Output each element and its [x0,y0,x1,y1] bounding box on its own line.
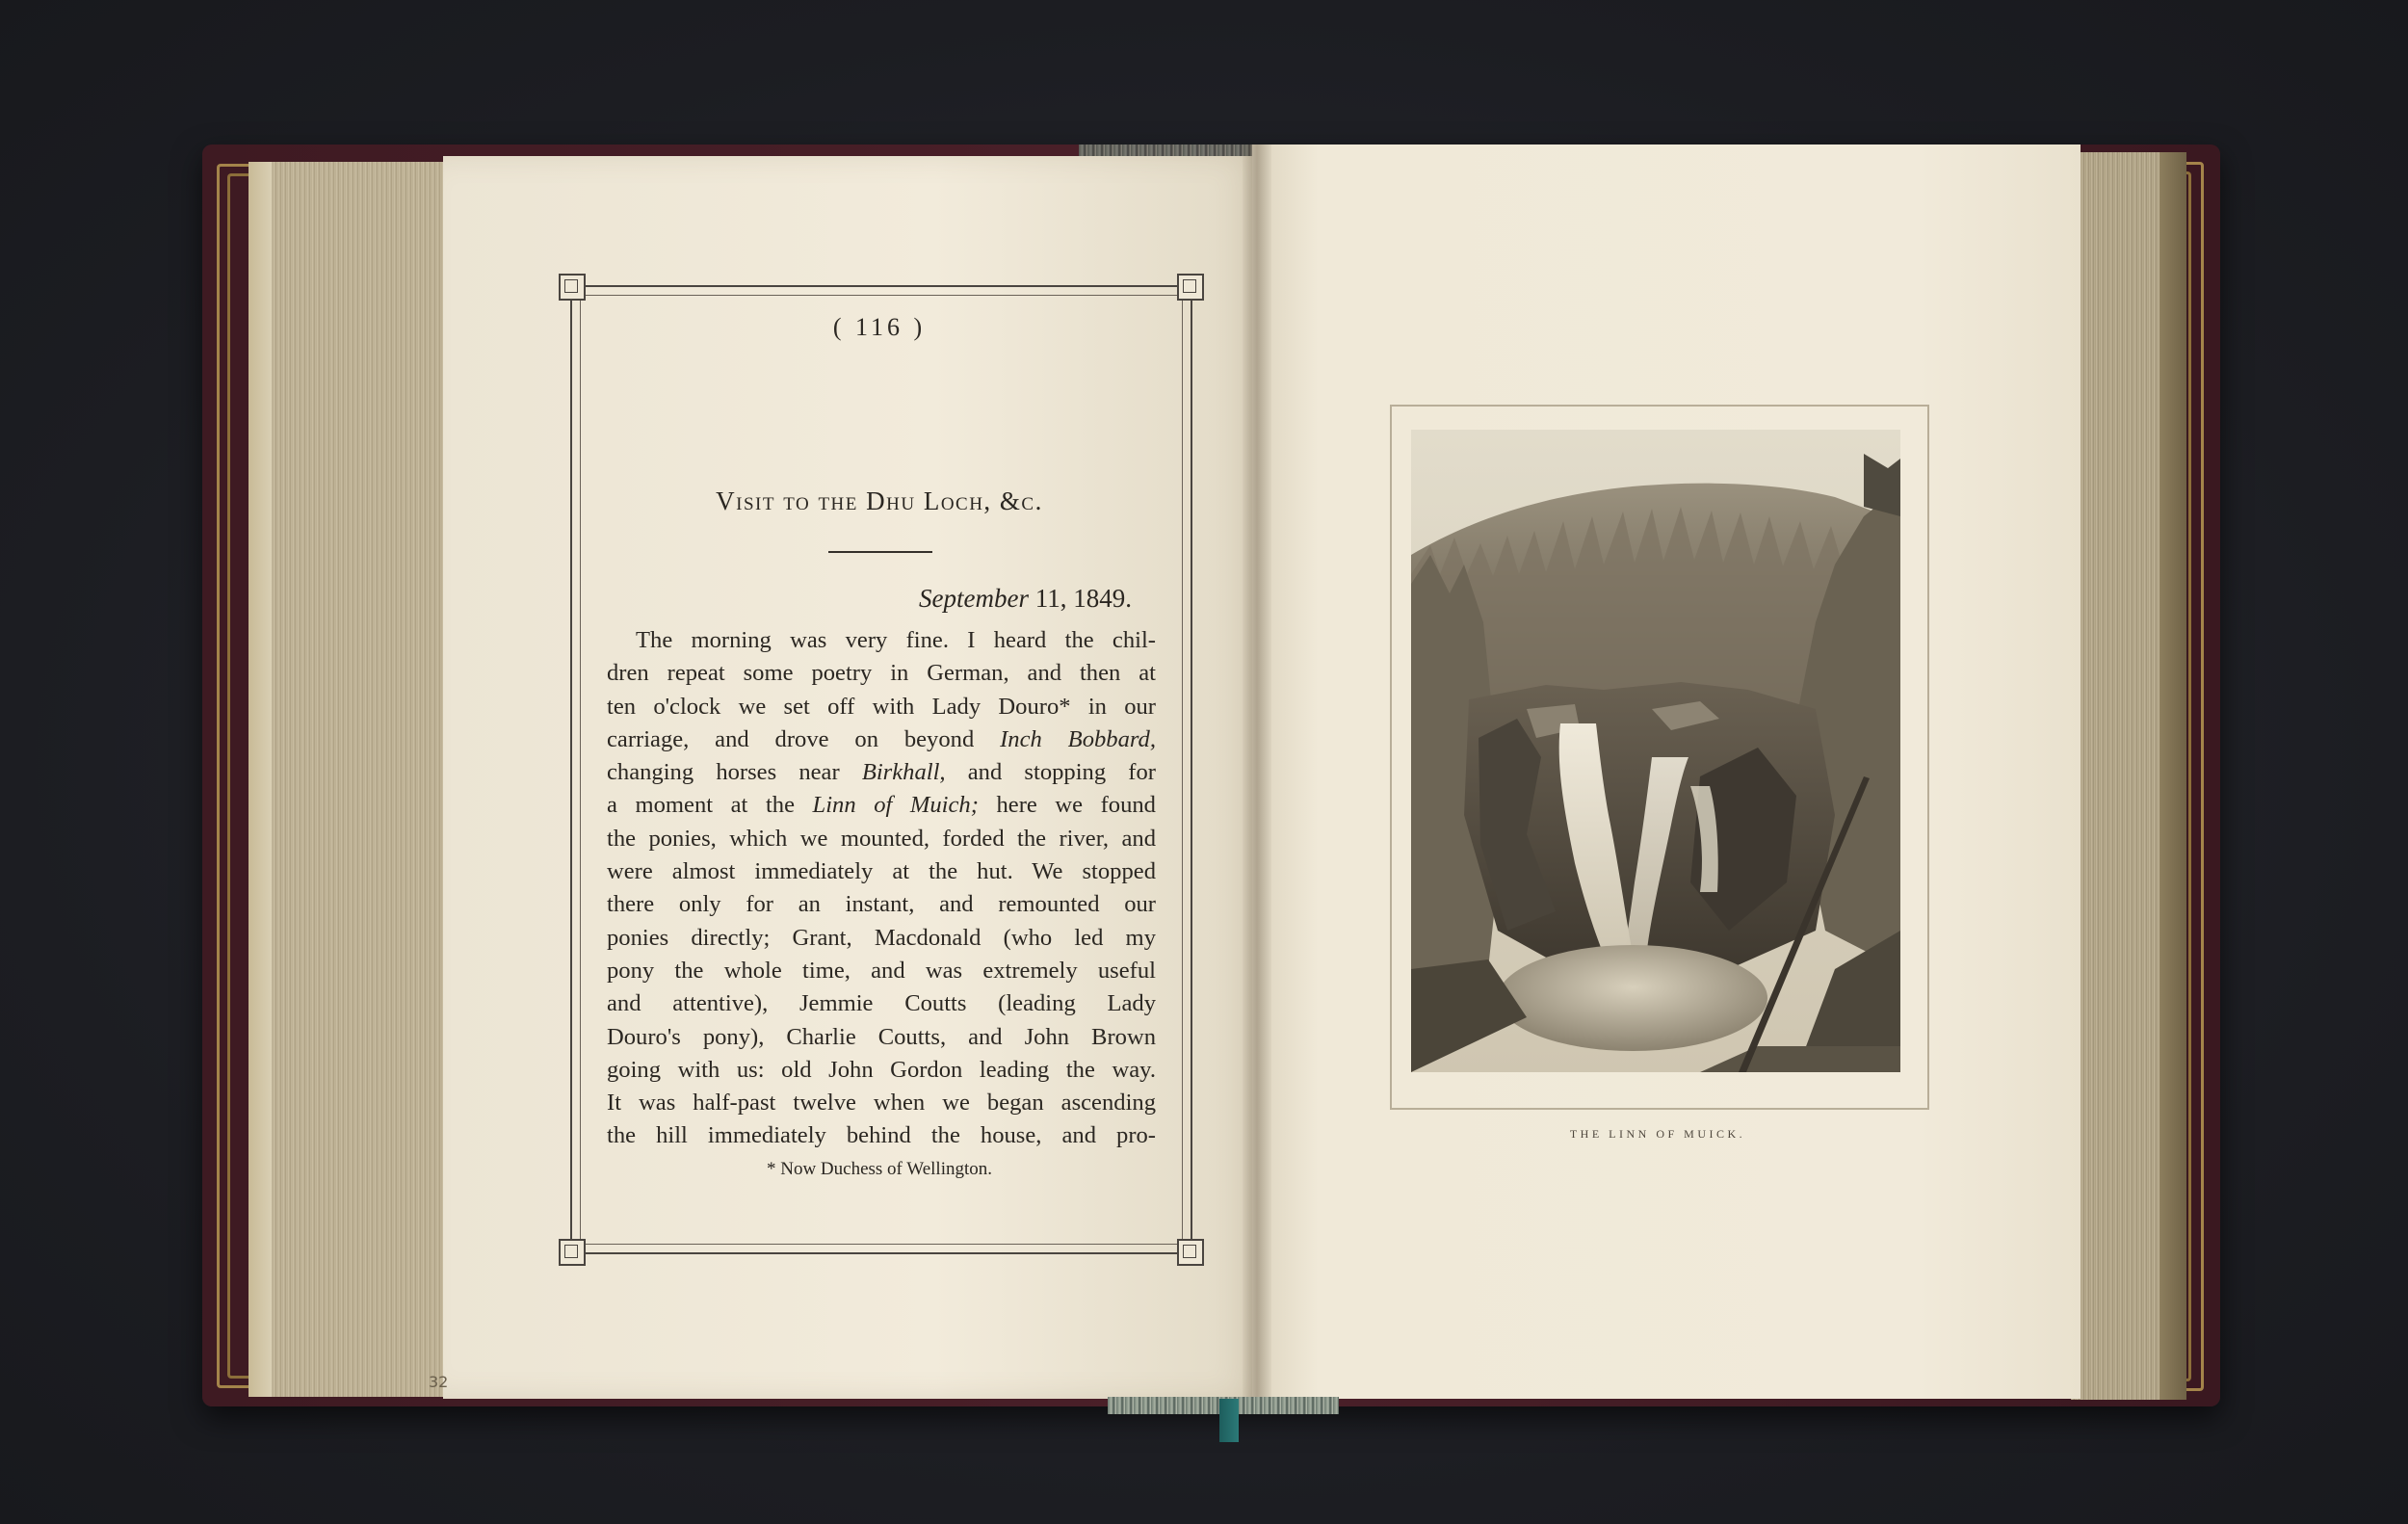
text-line: pony the whole time, and was extremely useful [607,957,1156,984]
text-line [607,789,1156,822]
waterfall-photo-svg [1411,430,1900,1072]
waterfall-photograph [1411,430,1900,1072]
text-line: and attentive), Jemmie Coutts (leading Lady [607,990,1156,1017]
ribbon-bookmark [1219,1399,1239,1442]
page-number: ( 116 ) [832,313,927,341]
book-gutter [1243,145,1271,1399]
footnote: * Now Duchess of Wellington. [766,1159,992,1179]
text-line: The morning was very fine. I heard the chil- [636,627,1156,653]
frame-corner-ornament [559,1239,586,1266]
page-stack-left-edge [249,162,272,1397]
dateline [607,584,1132,614]
text-line: the ponies, which we mounted, forded the river, and [607,825,1156,852]
text-line: Douro's pony), Charlie Coutts, and John Brown [607,1023,1156,1050]
margin-pencil-number: 32 [429,1373,449,1391]
title-rule [828,551,932,553]
text-line: ponies directly; Grant, Macdonald (who led my [607,924,1156,951]
place-name-birkhall: Birkhall, [861,759,946,786]
text-line-part: and stopping for [945,759,1156,786]
frame-corner-ornament [1177,1239,1204,1266]
text-line-part: changing horses near [607,759,862,786]
text-line-part: here we found [978,792,1156,819]
frame-corner-ornament [1177,274,1204,301]
text-line: ten o'clock we set off with Lady Douro* in our [607,693,1156,720]
text-line [607,756,1156,789]
text-line-part: a moment at the [607,792,813,819]
chapter-title: Visit to the Dhu Loch, &c. [716,486,1043,515]
text-line: were almost immediately at the hut. We stopped [607,858,1156,885]
page-stack-right-edge [2159,152,2186,1400]
text-line: there only for an instant, and remounted our [607,891,1156,918]
body-text [607,624,1156,1153]
page-stack-left [249,162,456,1397]
text-line: the hill immediately behind the house, and pro- [607,1122,1156,1149]
text-line-part: carriage, and drove on beyond [607,725,1001,752]
dateline-month: September [919,584,1029,613]
plate-caption: THE LINN OF MUICK. [1569,1127,1746,1141]
dateline-day-year: 11, 1849. [1029,584,1132,613]
text-line: dren repeat some poetry in German, and then at [607,660,1156,687]
place-name-linn-of-muich: Linn of Muich; [812,792,979,819]
place-name-inch-bobbard: Inch Bobbard, [1000,725,1156,752]
frame-corner-ornament [559,274,586,301]
text-line: going with us: old John Gordon leading the way. [607,1056,1156,1083]
text-line: It was half-past twelve when we began ascending [607,1090,1156,1117]
page-stack-right [2071,152,2186,1400]
text-line [607,723,1156,756]
